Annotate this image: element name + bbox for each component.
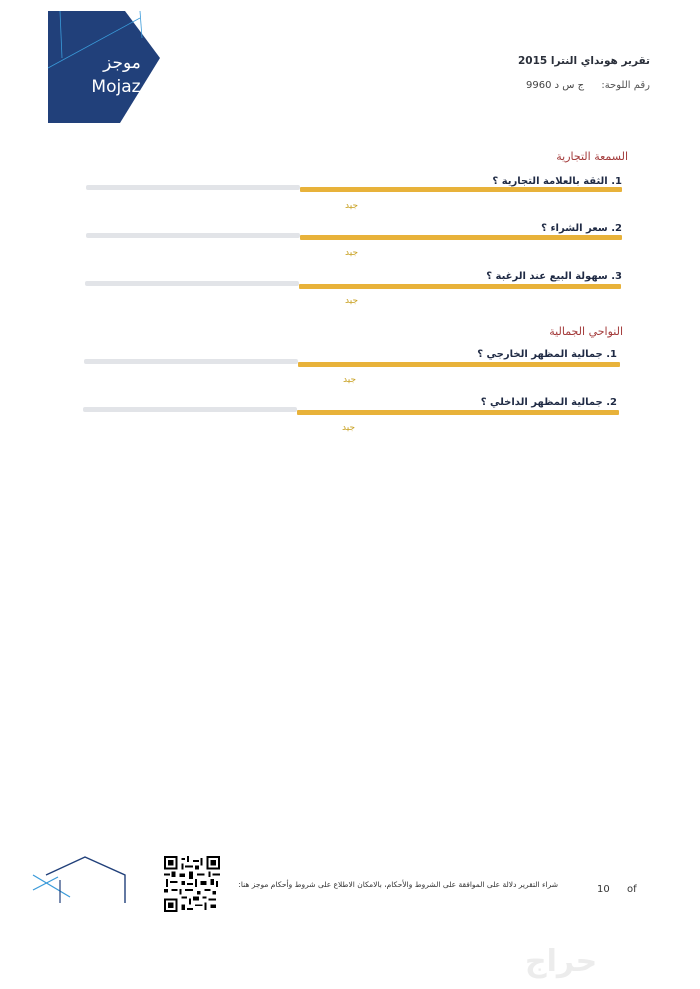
question-label: 1. الثقة بالعلامة التجارية ؟ [492,176,622,187]
page-number: 10 [597,884,610,895]
rating-bar-track [85,281,299,286]
question-label: 2. جمالية المظهر الداخلي ؟ [480,397,617,408]
rating-bar-fill [300,235,622,240]
rating-bar-fill [299,284,621,289]
rating-bar-track [84,359,298,364]
rating-value: جيد [345,201,359,211]
footer-hexagon-graphic [30,855,130,910]
rating-value: جيد [345,248,359,258]
section-title-brand-reputation: السمعة التجارية [556,150,628,163]
report-title: تقرير هونداي النترا 2015 [517,55,650,67]
rating-bar-fill [298,362,620,367]
rating-value: جيد [345,296,359,306]
logo-text-ar: موجز [103,53,141,73]
page-of-label: of [627,884,637,895]
question-label: 1. جمالية المظهر الخارجي ؟ [477,349,617,360]
rating-bar-track [83,407,297,412]
logo-text-en: Mojaz [91,77,141,97]
rating-bar-fill [300,187,622,192]
rating-bar-track [86,185,300,190]
terms-disclaimer: شراء التقرير دلالة على الموافقة على الشروط والأحكام، بالامكان الاطلاع على شروط وأحكام موجز هنا: [238,880,558,889]
question-label: 3. سهولة البيع عند الرغبة ؟ [486,271,622,282]
plate-row [526,80,650,91]
section-title-aesthetics: النواحي الجمالية [549,325,623,338]
plate-label: رقم اللوحة: [601,80,650,91]
rating-value: جيد [343,375,357,385]
mojaz-logo [40,8,170,126]
rating-bar-fill [297,410,619,415]
rating-bar-track [86,233,300,238]
qr-code[interactable] [164,856,220,912]
rating-value: جيد [342,423,356,433]
plate-value: ج س د 9960 [526,80,585,91]
question-label: 2. سعر الشراء ؟ [541,223,622,234]
watermark: حراج [525,944,598,979]
